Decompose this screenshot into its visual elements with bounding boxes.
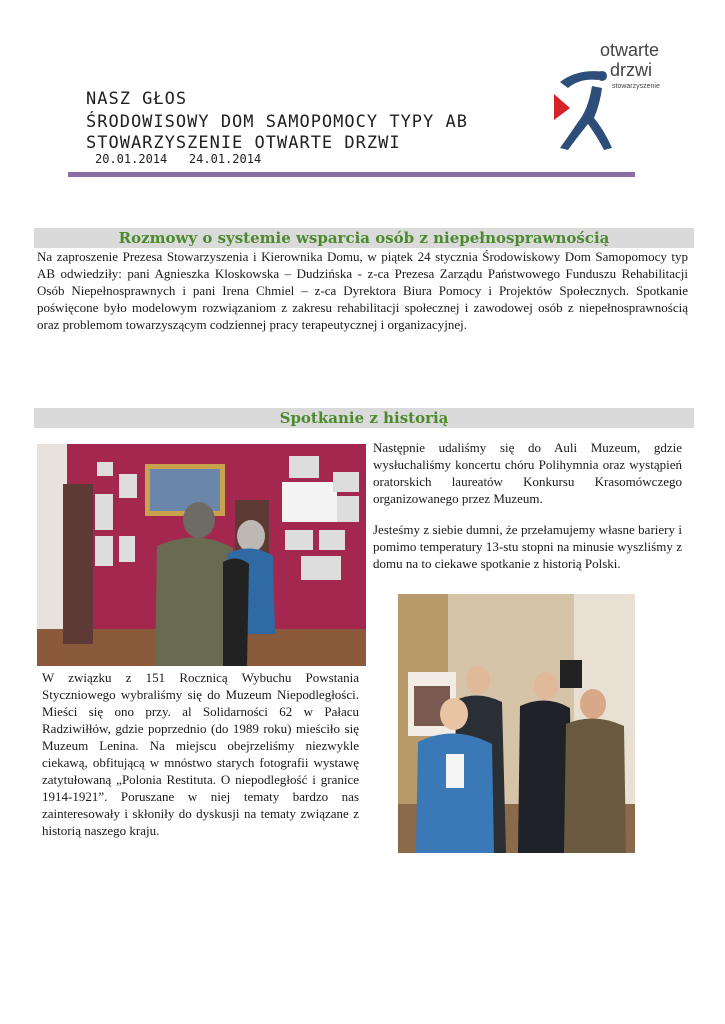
association-name: STOWARZYSZENIE OTWARTE DRZWI [86, 133, 401, 153]
otwarte-drzwi-logo [548, 40, 658, 160]
logo-word-drzwi: drzwi [610, 60, 653, 80]
section-title-spotkanie: Spotkanie z historią [34, 408, 694, 428]
issue-dates: 20.01.2014 24.01.2014 [95, 152, 262, 166]
section2-right-paragraph-1: Następnie udaliśmy się do Auli Muzeum, gdzie wysłuchaliśmy koncertu chóru Polihymnia oraz wystąpień oratorskich laureatów Konkursu Krasomówczego organizowanego przez Muzeum. [373, 440, 682, 506]
museum-exhibition-photo [37, 444, 366, 666]
newsletter-title: NASZ GŁOS [86, 89, 188, 109]
header-divider [68, 172, 635, 177]
section2-right-paragraph-2: Jesteśmy z siebie dumni, że przełamujemy własne bariery i pomimo temperatury 13-stu stopni na minusie wyszliśmy z domu na to ciekawe spotkanie z historią Polski. [373, 522, 682, 571]
section-title-rozmowy: Rozmowy o systemie wsparcia osób z niepełnosprawnością [34, 228, 694, 248]
organization-name: ŚRODOWISOWY DOM SAMOPOMOCY TYPY AB [86, 112, 468, 132]
logo-figure-icon [548, 60, 618, 155]
group-photo [398, 594, 635, 853]
logo-word-otwarte: otwarte [600, 40, 660, 60]
section2-left-paragraph: W związku z 151 Rocznicą Wybuchu Powstania Styczniowego wybraliśmy się do Muzeum Niepodległości. Mieści się ono przy. al Solidarności 62 w Pałacu Radziwiłłów, gdzie poprzednio (do 1989 roku) mieściło się Muzeum Lenina. Na miejscu obejrzeliśmy niezwykle ciekawą, obfitującą w mnóstwo starych fotografii wystawę zatytułowaną „Polonia Restituta. O niepodległość i granice 1914-1921”. Poruszane w niej tematy bardzo nas zainteresowały i skłoniły do dyskusji na tematy związane z historią naszego kraju. [42, 670, 359, 838]
section1-paragraph: Na zaproszenie Prezesa Stowarzyszenia i Kierownika Domu, w piątek 24 stycznia Środowiskowy Dom Samopomocy typ AB odwiedziły: pani Agnieszka Kloskowska – Dudzińska - z-ca Prezesa Zarządu Państwowego Funduszu Rehabilitacji Osób Niepełnosprawnych i pani Irena Chmiel – z-ca Dyrektora Biura Pomocy i Projektów Społecznych. Spotkanie poświęcone było modelowym rozwiązaniom z zakresu rehabilitacji społecznej i zawodowej osób z niepełnosprawnością oraz problemom towarzyszącym codziennej pracy terapeutycznej i organizacyjnej. [37, 249, 688, 332]
logo-word-stowarzyszenie: stowarzyszenie [612, 83, 660, 90]
